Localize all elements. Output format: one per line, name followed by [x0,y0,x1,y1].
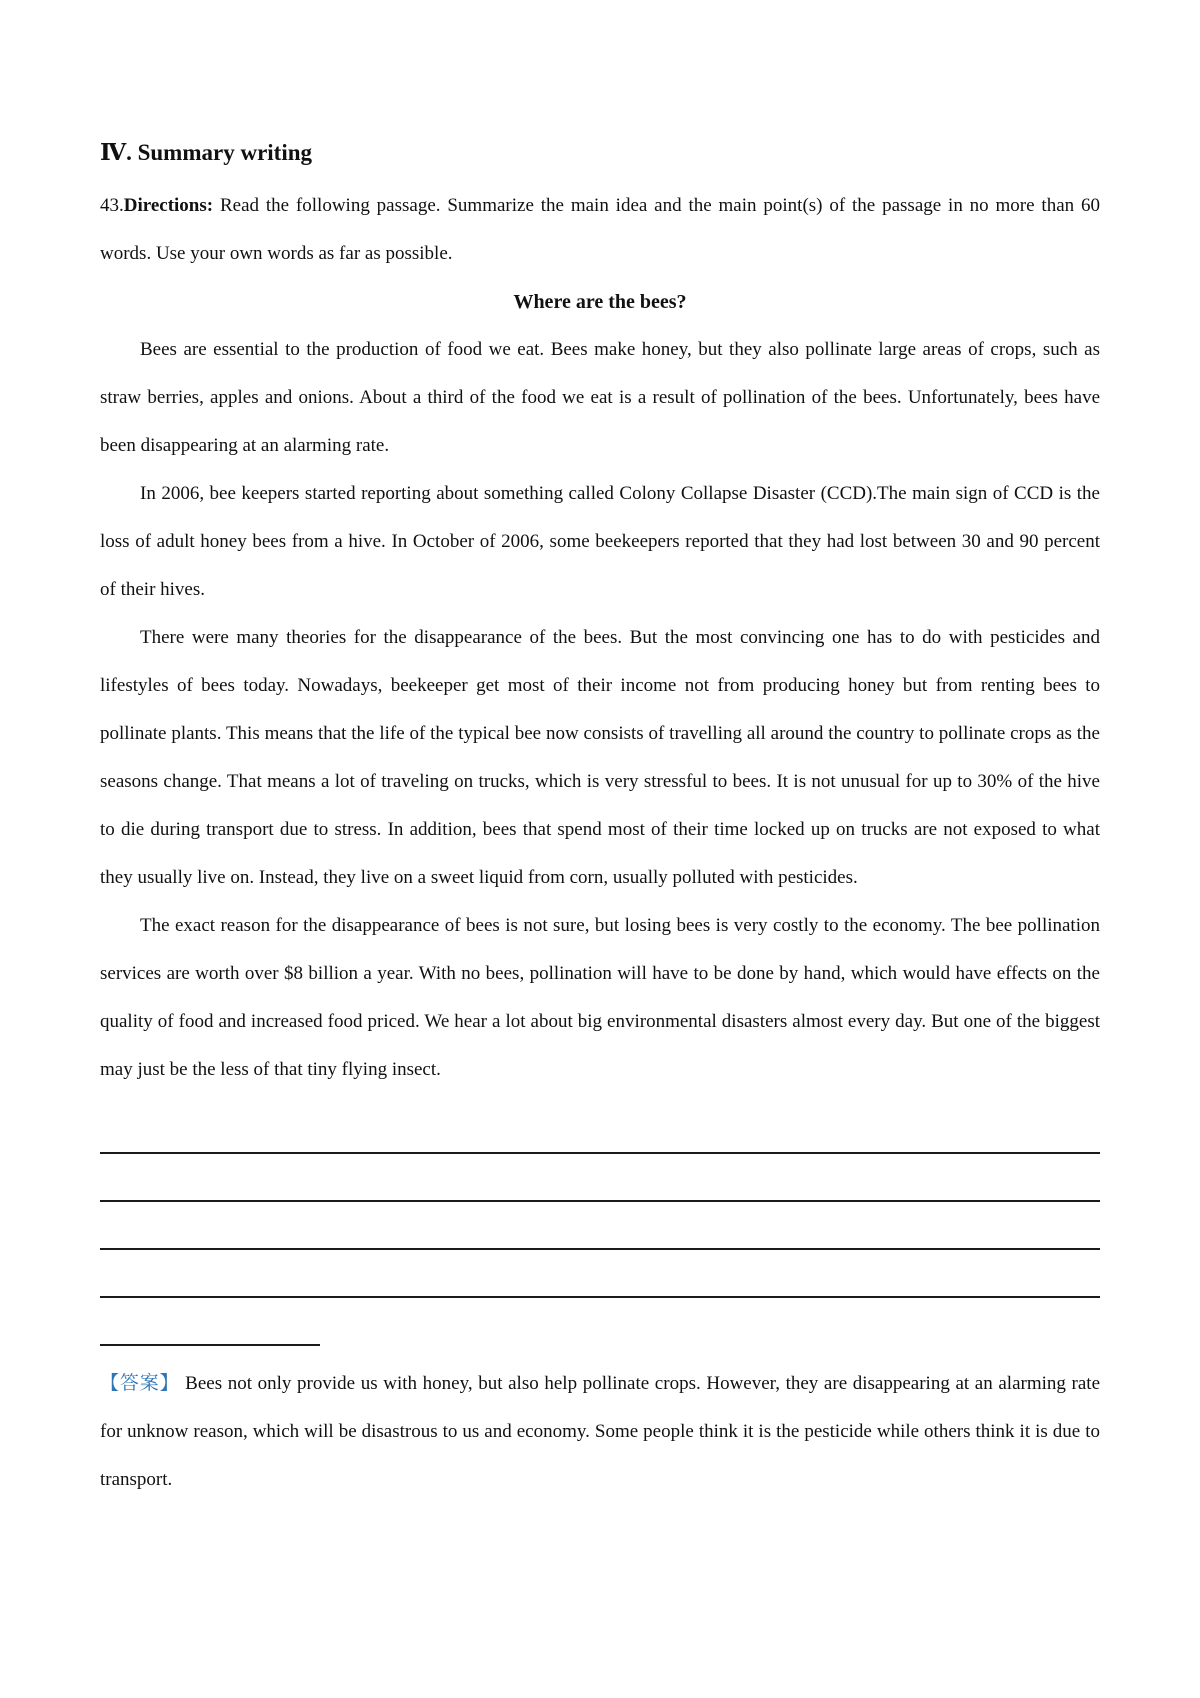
answer-blank-line-4 [100,1250,1100,1298]
passage-paragraph-1: Bees are essential to the production of food we eat. Bees make honey, but they also pollinate large areas of crops, such as straw berries, apples and onions. About a third of the food we eat is a result of pollination of the bees. Unfortunately, bees have been disappearing at an alarming rate. [100,339,1100,456]
passage-body [100,326,1100,1094]
passage-paragraph-3: There were many theories for the disappearance of the bees. But the most convincing one has to do with pesticides and lifestyles of bees today. Nowadays, beekeeper get most of their income not from producing honey but from renting bees to pollinate plants. This means that the life of the typical bee now consists of travelling all around the country to pollinate crops as the seasons change. That means a lot of traveling on trucks, which is very stressful to bees. It is not unusual for up to 30% of the hive to die during transport due to stress. In addition, bees that spend most of their time locked up on trucks are not exposed to what they usually live on. Instead, they live on a sweet liquid from corn, usually polluted with pesticides. [100,627,1100,888]
answer [100,1360,1100,1504]
answer-blank-line-1 [100,1106,1100,1154]
answer-blank-line-2 [100,1154,1100,1202]
question-number: 43. [100,195,124,216]
answer-blank-line-short [100,1298,320,1346]
passage-paragraph-2: In 2006, bee keepers started reporting about something called Colony Collapse Disaster (CCD).The main sign of CCD is the loss of adult honey bees from a hive. In October of 2006, some beekeepers reported that they had lost between 30 and 90 percent of their hives. [100,483,1100,600]
answer-text: Bees not only provide us with honey, but also help pollinate crops. However, they are disappearing at an alarming rate for unknow reason, which will be disastrous to us and economy. Some people think it is the pesticide while others think it is due to transport. [100,1373,1100,1490]
section-heading: Ⅳ. Summary writing [100,140,313,165]
answer-label: 【答案】 [100,1373,180,1394]
directions-label: Directions: [123,195,214,216]
directions-text: Read the following passage. Summarize the main idea and the main point(s) of the passage in no more than 60 words. Use your own words as far as possible. [100,195,1100,264]
passage-paragraph-4: The exact reason for the disappearance of bees is not sure, but losing bees is very costly to the economy. The bee pollination services are worth over $8 billion a year. With no bees, pollination will have to be done by hand, which would have effects on the quality of food and increased food priced. We hear a lot about big environmental disasters almost every day. But one of the biggest may just be the less of that tiny flying insect. [100,915,1100,1080]
directions [100,182,1100,278]
answer-blank-area [100,1106,1100,1346]
passage-title: Where are the bees? [513,291,687,313]
answer-blank-line-3 [100,1202,1100,1250]
